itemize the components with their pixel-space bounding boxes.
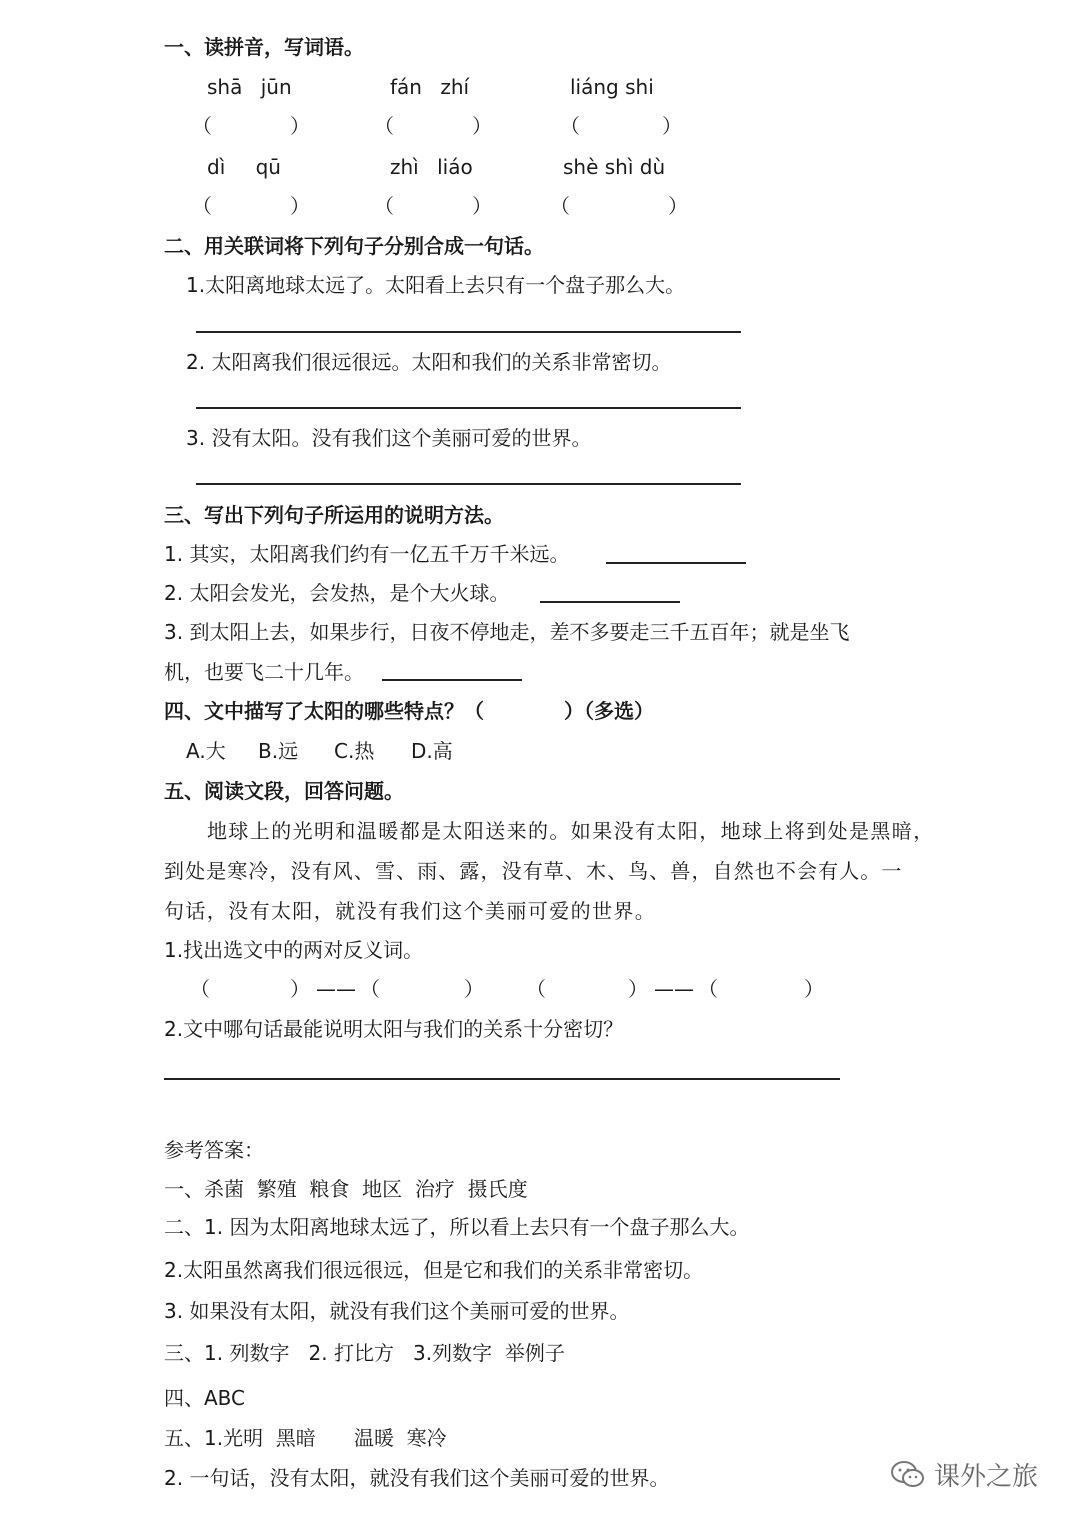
- watermark-text: 课外之旅: [934, 1462, 1039, 1492]
- paren-close: ）: [662, 114, 682, 138]
- paren-open: （: [374, 114, 394, 138]
- option: D.高: [411, 739, 453, 763]
- dash: ——: [316, 977, 356, 1001]
- answer-line[interactable]: [196, 407, 741, 409]
- pinyin-item: shè shì dù: [563, 155, 666, 179]
- question-text: 机，也要飞二十几年。: [164, 660, 364, 684]
- answer-line[interactable]: [540, 601, 680, 603]
- answer-text: 二、1. 因为太阳离地球太远了，所以看上去只有一个盘子那么大。: [164, 1215, 750, 1239]
- answer-line[interactable]: [606, 562, 746, 564]
- paren-open: （: [698, 977, 718, 1001]
- question-text: 1.找出选文中的两对反义词。: [164, 938, 424, 962]
- question-text: 3. 到太阳上去，如果步行，日夜不停地走，差不多要走三千五百年；就是坐飞: [164, 620, 850, 644]
- answer-line[interactable]: [382, 679, 522, 681]
- answer-text: 一、杀菌 繁殖 粮食 地区 治疗 摄氏度: [164, 1177, 528, 1201]
- answer-text: 四、ABC: [164, 1386, 246, 1410]
- pinyin-item: zhì liáo: [390, 155, 473, 179]
- passage-line: 地球上的光明和温暖都是太阳送来的。如果没有太阳，地球上将到处是黑暗，: [207, 819, 935, 843]
- section-4-title: 四、文中描写了太阳的哪些特点？（ ）（多选）: [164, 699, 654, 723]
- pinyin-item: dì qū: [207, 155, 281, 179]
- section-3-title: 三、写出下列句子所运用的说明方法。: [164, 503, 504, 527]
- option: B.远: [258, 739, 299, 763]
- answers-title: 参考答案：: [164, 1138, 264, 1162]
- paren-close: ）: [464, 977, 484, 1001]
- pinyin-item: liáng shi: [570, 75, 654, 99]
- paren-close: ）: [290, 194, 310, 218]
- question-text: 1.太阳离地球太远了。太阳看上去只有一个盘子那么大。: [186, 273, 686, 297]
- answer-text: 2.太阳虽然离我们很远很远，但是它和我们的关系非常密切。: [164, 1258, 704, 1282]
- passage-line: 到处是寒冷，没有风、雪、雨、露，没有草、木、鸟、兽，自然也不会有人。一: [164, 859, 903, 883]
- watermark: [890, 1456, 1038, 1493]
- question-text: 2. 太阳会发光，会发热，是个大火球。: [164, 581, 510, 605]
- wechat-icon: [890, 1460, 926, 1490]
- answer-line[interactable]: [164, 1078, 840, 1080]
- answer-text: 2. 一句话，没有太阳，就没有我们这个美丽可爱的世界。: [164, 1466, 670, 1490]
- answer-text: 3. 如果没有太阳，就没有我们这个美丽可爱的世界。: [164, 1299, 630, 1323]
- question-text: 3. 没有太阳。没有我们这个美丽可爱的世界。: [186, 426, 592, 450]
- dash: ——: [654, 977, 694, 1001]
- paren-open: （: [374, 194, 394, 218]
- paren-close: ）: [290, 114, 310, 138]
- answer-line[interactable]: [196, 483, 741, 485]
- paren-close: ）: [668, 194, 688, 218]
- paren-close: ）: [472, 194, 492, 218]
- paren-open: （: [550, 194, 570, 218]
- paren-open: （: [360, 977, 380, 1001]
- answer-text: 三、1. 列数字 2. 打比方 3.列数字 举例子: [164, 1341, 565, 1365]
- paren-open: （: [192, 114, 212, 138]
- paren-open: （: [560, 114, 580, 138]
- section-2-title: 二、用关联词将下列句子分别合成一句话。: [164, 234, 544, 258]
- question-text: 2.文中哪句话最能说明太阳与我们的关系十分密切？: [164, 1017, 624, 1041]
- paren-close: ）: [472, 114, 492, 138]
- paren-close: ）: [290, 977, 310, 1001]
- answer-text: 五、1.光明 黑暗 温暖 寒冷: [164, 1426, 447, 1450]
- paren-close: ）: [628, 977, 648, 1001]
- question-text: 1. 其实，太阳离我们约有一亿五千万千米远。: [164, 542, 570, 566]
- passage-line: 句话，没有太阳，就没有我们这个美丽可爱的世界。: [164, 899, 657, 923]
- pinyin-item: shā jūn: [207, 75, 292, 99]
- paren-open: （: [192, 194, 212, 218]
- paren-open: （: [526, 977, 546, 1001]
- question-text: 2. 太阳离我们很远很远。太阳和我们的关系非常密切。: [186, 350, 672, 374]
- option: C.热: [334, 739, 375, 763]
- section-1-title: 一、读拼音，写词语。: [164, 35, 364, 59]
- paren-close: ）: [804, 977, 824, 1001]
- answer-line[interactable]: [196, 331, 741, 333]
- pinyin-item: fán zhí: [390, 75, 470, 99]
- option: A.大: [186, 739, 226, 763]
- paren-open: （: [190, 977, 210, 1001]
- section-5-title: 五、阅读文段，回答问题。: [164, 779, 404, 803]
